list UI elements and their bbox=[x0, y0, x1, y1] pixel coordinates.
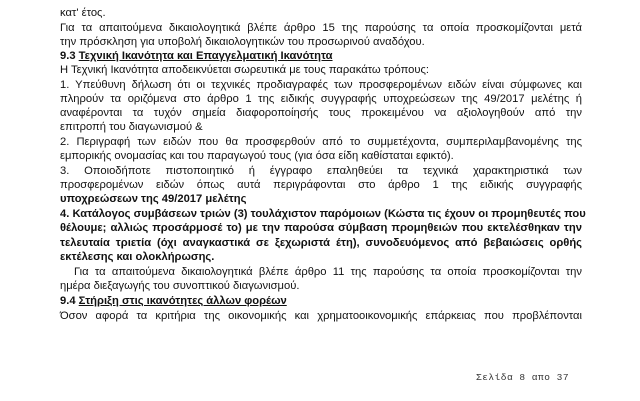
text-line: την πρόσκληση για υποβολή δικαιολογητικών του προσωρινού αναδόχου. bbox=[60, 36, 425, 48]
text-line: Για τα απαιτούμενα δικαιολογητικά βλέπε άρθρο 15 της παρούσης τα οποία προσκομίζονται μετά bbox=[60, 22, 582, 34]
list-item-2-line: 2. Περιγραφή των ειδών που θα προσφερθούν από το συμμετέχοντα, συμπεριλαμβανομένης της bbox=[60, 136, 582, 148]
list-item-1-line: 1. Υπεύθυνη δήλωση ότι οι τεχνικές προδιαγραφές των προσφερομένων ειδών είναι σύμφωνες και bbox=[60, 79, 582, 91]
list-item-1-line: αναφέρονται τα τυχόν σημεία διαφοροποίησής τους προκειμένου να αξιολογηθούν από την bbox=[60, 107, 582, 119]
section-number: 9.3 bbox=[60, 50, 76, 62]
list-item-1-line: επιτροπή του διαγωνισμού & bbox=[60, 121, 203, 133]
section-title: Τεχνική Ικανότητα και Επαγγελματική Ικανότητα bbox=[78, 50, 333, 62]
text-line: ημέρα διεξαγωγής του συνοπτικού διαγωνισμού. bbox=[60, 280, 300, 292]
list-item-2-line: εμπορικής ονομασίας και του παραγωγού τους (για όσα είδη καθίσταται εφικτό). bbox=[60, 150, 454, 162]
page-number: Σελίδα 8 απο 37 bbox=[476, 372, 570, 383]
text-line: Όσον αφορά τα κριτήρια της οικονομικής και χρηματοοικονομικής επάρκειας που προβλέπονται bbox=[60, 310, 582, 322]
list-item-3-line: προσφερομένων ειδών όπως αυτά περιγράφονται στο άρθρο 1 της ειδικής συγγραφής bbox=[60, 179, 582, 191]
list-item-4-line: θέλουμε; αλλιώς προσάρμοσέ το) με την παρούσα σύμβαση προμηθειών που εκτελέσθηκαν την bbox=[60, 222, 582, 234]
text-line: κατ' έτος. bbox=[60, 7, 106, 19]
list-item-3-line: υποχρεώσεων της 49/2017 μελέτης bbox=[60, 193, 247, 205]
section-number: 9.4 bbox=[60, 295, 76, 307]
section-title: Στήριξη στις ικανότητες άλλων φορέων bbox=[78, 295, 287, 307]
text-line: Η Τεχνική Ικανότητα αποδεικνύεται σωρευτικά με τους παρακάτω τρόπους: bbox=[60, 64, 430, 76]
list-item-4-line: εκτέλεσης και ολοκλήρωσης. bbox=[60, 251, 215, 263]
section-heading-9-3 bbox=[60, 49, 582, 63]
list-item-1-line: πληρούν τα οριζόμενα στο άρθρο 1 της ειδικής συγγραφής υποχρεώσεων της 49/2017 μελέτης ή bbox=[60, 93, 582, 105]
section-heading-9-4 bbox=[60, 294, 582, 308]
text-line: Για τα απαιτούμενα δικαιολογητικά βλέπε άρθρο 11 της παρούσης τα οποία προσκομίζονται την bbox=[74, 266, 582, 278]
list-item-4-line: τελευταία τριετία (όχι αναγκαστικά σε ξεχωριστά έτη), συνοδευόμενος από βεβαιώσεις ορθής bbox=[60, 237, 582, 249]
list-item-3-line: 3. Οποιοδήποτε πιστοποιητικό ή έγγραφο επαληθεύει τα τεχνικά χαρακτηριστικά των bbox=[60, 165, 582, 177]
list-item-4-line: 4. Κατάλογος συμβάσεων τριών (3) τουλάχιστον παρόμοιων (Κώστα τις έχουν οι προμηθευτές που bbox=[60, 208, 586, 220]
